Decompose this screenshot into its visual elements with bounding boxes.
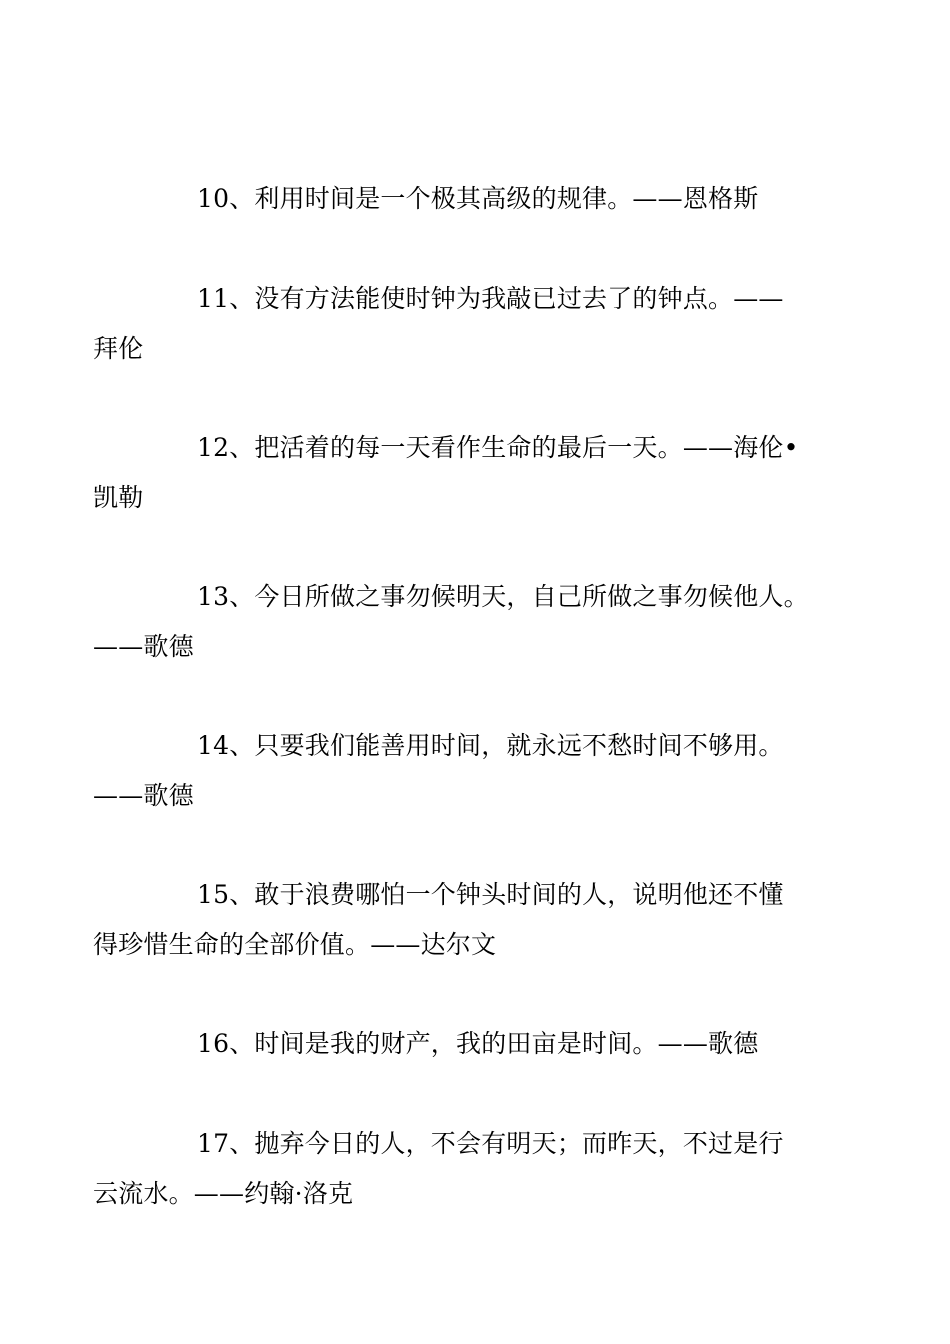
quote-15: [93, 870, 820, 970]
quote-14: [93, 721, 820, 821]
quote-line: ——歌德: [93, 781, 194, 810]
quote-12: [93, 423, 820, 523]
quote-line: 云流水。——约翰·洛克: [93, 1179, 354, 1208]
quote-16: [145, 1019, 820, 1069]
quote-line: 12、把活着的每一天看作生命的最后一天。——海伦•: [197, 433, 799, 462]
quote-line: 凯勒: [93, 483, 144, 512]
quote-13: [93, 572, 820, 672]
quote-11: [93, 274, 820, 374]
quote-line: 得珍惜生命的全部价值。——达尔文: [93, 930, 497, 959]
quote-17: [93, 1119, 820, 1219]
quote-line: 10、利用时间是一个极其高级的规律。——恩格斯: [197, 184, 759, 213]
quote-line: 11、没有方法能使时钟为我敲已过去了的钟点。——: [197, 284, 784, 313]
quote-line: 16、时间是我的财产，我的田亩是时间。——歌德: [197, 1029, 759, 1058]
quote-line: 17、抛弃今日的人，不会有明天；而昨天，不过是行: [197, 1129, 784, 1158]
quote-line: 13、今日所做之事勿候明天，自己所做之事勿候他人。: [197, 582, 809, 611]
quote-line: ——歌德: [93, 632, 194, 661]
quote-line: 14、只要我们能善用时间，就永远不愁时间不够用。: [197, 731, 784, 760]
quote-10: [145, 174, 820, 224]
quote-line: 拜伦: [93, 334, 144, 363]
quote-line: 15、敢于浪费哪怕一个钟头时间的人，说明他还不懂: [197, 880, 784, 909]
